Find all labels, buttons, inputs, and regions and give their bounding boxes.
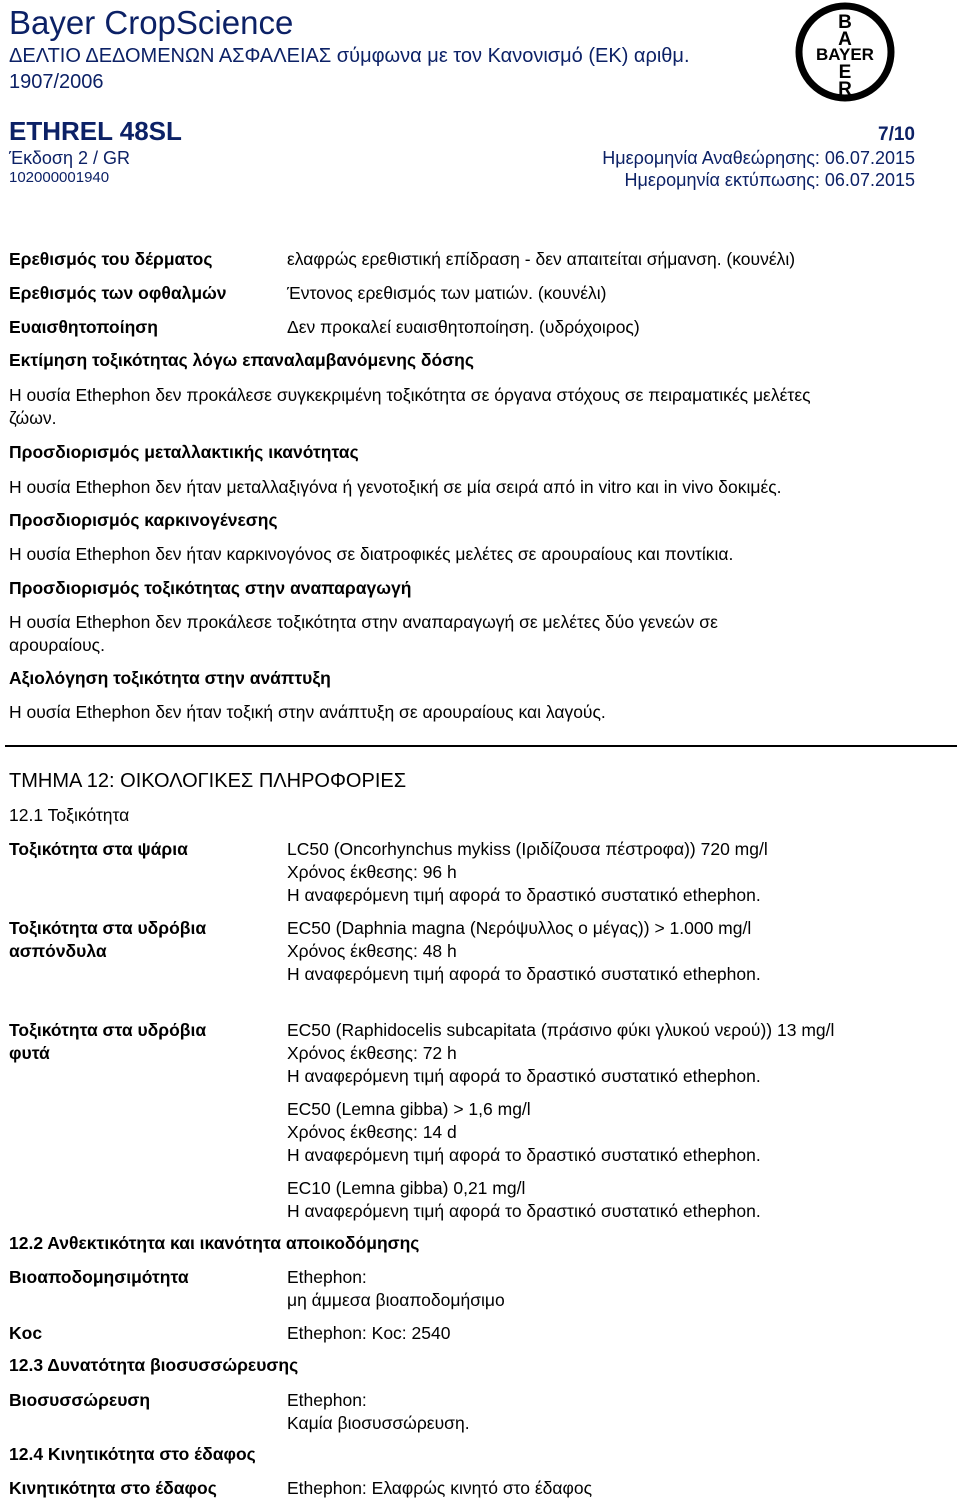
plant-toxicity-line: Χρόνος έκθεσης: 14 d [287, 1122, 457, 1142]
bioaccumulation-values [287, 1389, 470, 1435]
invertebrate-toxicity-line: Χρόνος έκθεσης: 48 h [287, 941, 457, 961]
fish-toxicity-line: Χρόνος έκθεσης: 96 h [287, 862, 457, 882]
biodegradability-line: μη άμμεσα βιοαποδομήσιμο [287, 1290, 505, 1310]
section-12-title: ΤΜΗΜΑ 12: ΟΙΚΟΛΟΓΙΚΕΣ ΠΛΗΡΟΦΟΡΙΕΣ [9, 770, 407, 792]
invertebrate-toxicity-label-line: ασπόνδυλα [9, 941, 107, 961]
invertebrate-toxicity-line: Η αναφερόμενη τιμή αφορά το δραστικό συστατικό ethephon. [287, 964, 761, 984]
bioaccumulation-line: Ethephon: [287, 1390, 367, 1410]
subsection-12-4: 12.4 Κινητικότητα στο έδαφος [9, 1444, 256, 1464]
carcinogenicity-text: Η ουσία Ethephon δεν ήταν καρκινογόνος σε διατροφικές μελέτες σε αρουραίους και ποντίκια. [9, 544, 734, 564]
plant-toxicity-line: EC10 (Lemna gibba) 0,21 mg/l [287, 1178, 526, 1198]
carcinogenicity-heading: Προσδιορισμός καρκινογένεσης [9, 510, 278, 530]
plant-toxicity-label-line: φυτά [9, 1043, 50, 1063]
svg-text:BAYER: BAYER [816, 45, 874, 64]
repeated-dose-text-2: ζώων. [9, 408, 57, 428]
plant-toxicity-values-b [287, 1098, 761, 1167]
plant-toxicity-line: EC50 (Lemna gibba) > 1,6 mg/l [287, 1099, 531, 1119]
reproductive-toxicity-text-1: Η ουσία Ethephon δεν προκάλεσε τοξικότητα στην αναπαραγωγή σε μελέτες δύο γενεών σε [9, 612, 718, 632]
document-type-line-2: 1907/2006 [9, 71, 104, 93]
plant-toxicity-label-line: Τοξικότητα στα υδρόβια [9, 1020, 207, 1040]
subsection-12-2: 12.2 Ανθεκτικότητα και ικανότητα αποικοδόμησης [9, 1233, 420, 1253]
sensitisation-label: Ευαισθητοποίηση [9, 317, 158, 337]
eye-irritation-label: Ερεθισμός των οφθαλμών [9, 283, 227, 303]
document-type-line-1: ΔΕΛΤΙΟ ΔΕΔΟΜΕΝΩΝ ΑΣΦΑΛΕΙΑΣ σύμφωνα με τον Κανονισμό (ΕΚ) αριθμ. [9, 45, 690, 67]
page-number: 7/10 [878, 124, 915, 145]
soil-mobility-value: Ethephon: Ελαφρώς κινητό στο έδαφος [287, 1478, 593, 1498]
invertebrate-toxicity-line: EC50 (Daphnia magna (Νερόψυλλος ο μέγας)) > 1.000 mg/l [287, 918, 752, 938]
biodegradability-line: Ethephon: [287, 1267, 367, 1287]
product-name: ETHREL 48SL [9, 116, 182, 146]
fish-toxicity-line: Η αναφερόμενη τιμή αφορά το δραστικό συστατικό ethephon. [287, 885, 761, 905]
company-name: Bayer CropScience [9, 4, 294, 41]
developmental-toxicity-text: Η ουσία Ethephon δεν ήταν τοξική στην ανάπτυξη σε αρουραίους και λαγούς. [9, 702, 606, 722]
subsection-12-3: 12.3 Δυνατότητα βιοσυσσώρευσης [9, 1355, 299, 1375]
reproductive-toxicity-heading: Προσδιορισμός τοξικότητας στην αναπαραγωγή [9, 578, 412, 598]
repeated-dose-text-1: Η ουσία Ethephon δεν προκάλεσε συγκεκριμένη τοξικότητα σε όργανα στόχους σε πειραματικές μελέτες [9, 385, 811, 405]
sensitisation-value: Δεν προκαλεί ευαισθητοποίηση. (υδρόχοιρος) [287, 317, 640, 337]
document-code: 102000001940 [9, 169, 110, 186]
skin-irritation-label: Ερεθισμός του δέρματος [9, 249, 213, 269]
developmental-toxicity-heading: Αξιολόγηση τοξικότητα στην ανάπτυξη [9, 668, 331, 688]
bioaccumulation-label: Βιοσυσσώρευση [9, 1390, 151, 1410]
mutagenicity-heading: Προσδιορισμός μεταλλακτικής ικανότητας [9, 442, 359, 462]
plant-toxicity-values-c [287, 1177, 761, 1223]
invertebrate-toxicity-label-line: Τοξικότητα στα υδρόβια [9, 918, 207, 938]
print-date: Ημερομηνία εκτύπωσης: 06.07.2015 [624, 170, 915, 190]
plant-toxicity-line: Η αναφερόμενη τιμή αφορά το δραστικό συστατικό ethephon. [287, 1066, 761, 1086]
svg-text:A: A [838, 29, 852, 50]
svg-text:R: R [838, 79, 852, 100]
fish-toxicity-line: LC50 (Oncorhynchus mykiss (Ιριδίζουσα πέστροφα)) 720 mg/l [287, 839, 768, 859]
biodegradability-values [287, 1266, 505, 1312]
koc-value: Ethephon: Koc: 2540 [287, 1323, 451, 1343]
biodegradability-label: Βιοαποδομησιμότητα [9, 1267, 189, 1287]
plant-toxicity-values-a [287, 1019, 834, 1088]
bayer-logo [795, 2, 895, 102]
reproductive-toxicity-text-2: αρουραίους. [9, 635, 105, 655]
plant-toxicity-label [9, 1019, 206, 1065]
svg-text:B: B [838, 12, 852, 33]
repeated-dose-heading: Εκτίμηση τοξικότητας λόγω επαναλαμβανόμενης δόσης [9, 350, 474, 370]
revision-date: Ημερομηνία Αναθεώρησης: 06.07.2015 [602, 148, 915, 168]
section-divider [5, 745, 957, 747]
edition: Έκδοση 2 / GR [9, 148, 131, 168]
invertebrate-toxicity-label [9, 917, 206, 963]
fish-toxicity-label: Τοξικότητα στα ψάρια [9, 839, 188, 859]
invertebrate-toxicity-values [287, 917, 761, 986]
plant-toxicity-line: Χρόνος έκθεσης: 72 h [287, 1043, 457, 1063]
eye-irritation-value: Έντονος ερεθισμός των ματιών. (κουνέλι) [287, 283, 607, 303]
skin-irritation-value: ελαφρώς ερεθιστική επίδραση - δεν απαιτείται σήμανση. (κουνέλι) [287, 249, 796, 269]
soil-mobility-label: Κινητικότητα στο έδαφος [9, 1478, 217, 1498]
plant-toxicity-line: Η αναφερόμενη τιμή αφορά το δραστικό συστατικό ethephon. [287, 1145, 761, 1165]
koc-label: Koc [9, 1323, 43, 1343]
plant-toxicity-line: EC50 (Raphidocelis subcapitata (πράσινο φύκι γλυκού νερού)) 13 mg/l [287, 1020, 835, 1040]
plant-toxicity-line: Η αναφερόμενη τιμή αφορά το δραστικό συστατικό ethephon. [287, 1201, 761, 1221]
fish-toxicity-values [287, 838, 768, 907]
subsection-12-1: 12.1 Τοξικότητα [9, 805, 130, 825]
bioaccumulation-line: Καμία βιοσυσσώρευση. [287, 1413, 470, 1433]
mutagenicity-text: Η ουσία Ethephon δεν ήταν μεταλλαξιγόνα ή γενοτοξική σε μία σειρά από in vitro και in vivo δοκιμές. [9, 477, 782, 497]
svg-text:E: E [838, 62, 852, 83]
